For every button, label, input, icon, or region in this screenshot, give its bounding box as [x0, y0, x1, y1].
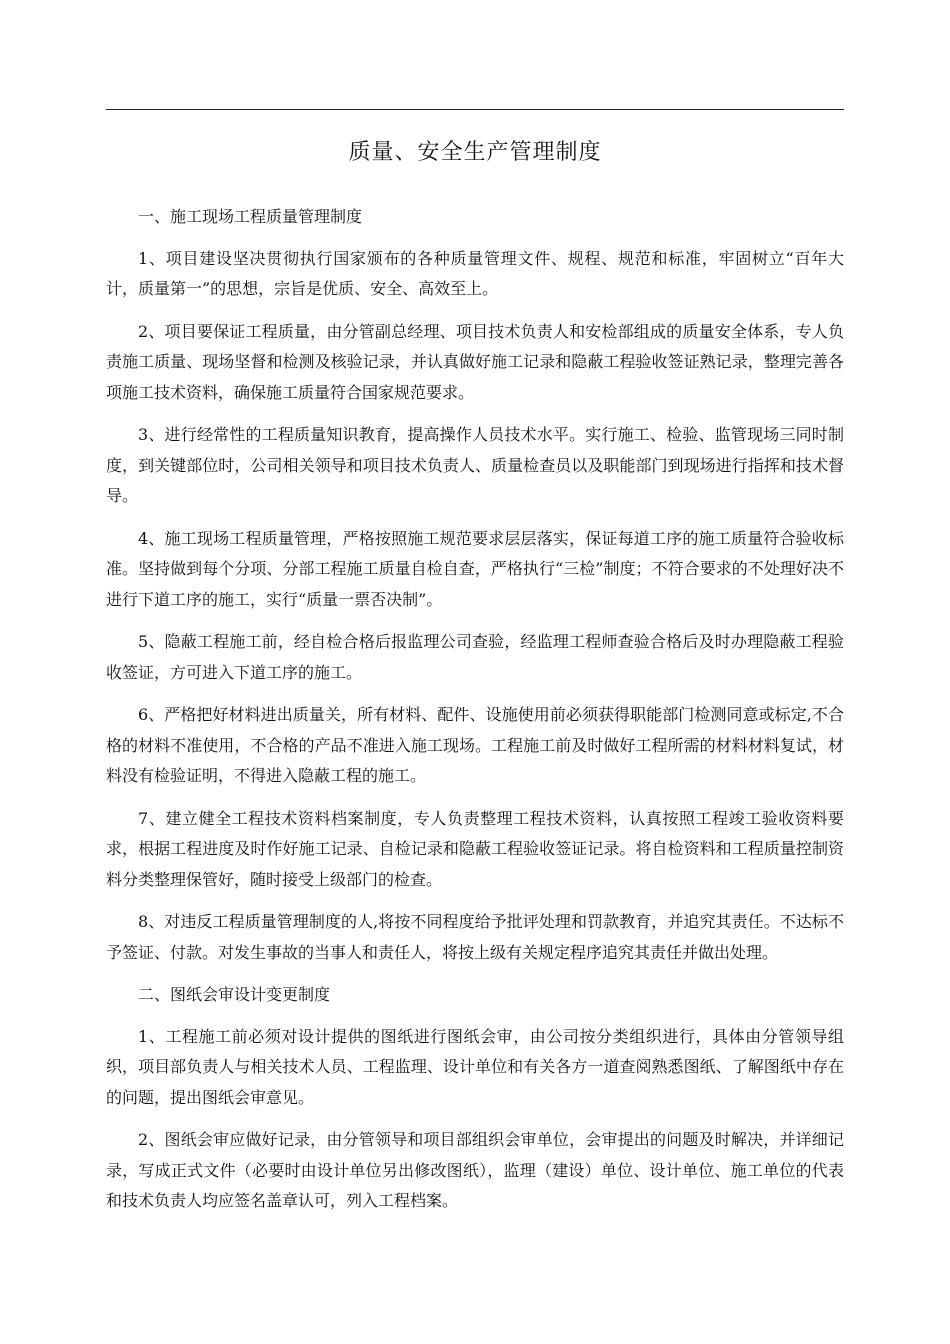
- paragraph: 5、隐蔽工程施工前，经自检合格后报监理公司查验，经监理工程师查验合格后及时办理隐蔽工程验收签证，方可进入下道工序的施工。: [106, 632, 844, 682]
- paragraph: 4、施工现场工程质量管理，严格按照施工规范要求层层落实，保证每道工序的施工质量符合验收标准。坚持做到每个分项、分部工程施工质量自检自查，严格执行“三检”制度；不符合要求的不处理好决不进行下道工序的施工，实行“质量一票否决制”。: [106, 528, 844, 609]
- paragraph: 1、工程施工前必须对设计提供的图纸进行图纸会审，由公司按分类组织进行，具体由分管领导组织，项目部负责人与相关技术人员、工程监理、设计单位和有关各方一道查阅熟悉图纸、了解图纸中存在的问题，提出图纸会审意见。: [106, 1026, 844, 1107]
- section-heading: 一、施工现场工程质量管理制度: [138, 207, 363, 226]
- header-rule: [106, 109, 844, 110]
- section-heading: 二、图纸会审设计变更制度: [138, 985, 331, 1004]
- paragraph: 2、项目要保证工程质量，由分管副总经理、项目技术负责人和安检部组成的质量安全体系，专人负责施工质量、现场坚督和检测及核验记录，并认真做好施工记录和隐蔽工程验收签证熟记录，整理完善各项施工技术资料，确保施工质量符合国家规范要求。: [106, 321, 844, 402]
- document-title: 质量、安全生产管理制度: [348, 140, 602, 165]
- paragraph: 2、图纸会审应做好记录，由分管领导和项目部组织会审单位，会审提出的问题及时解决，并详细记录，写成正式文件（必要时由设计单位另出修改图纸），监理（建设）单位、设计单位、施工单位的代表和技术负责人均应签名盖章认可，列入工程档案。: [106, 1130, 844, 1210]
- paragraph: 7、建立健全工程技术资料档案制度，专人负责整理工程技术资料，认真按照工程竣工验收资料要求，根据工程进度及时作好施工记录、自检记录和隐蔽工程验收签证记录。将自检资料和工程质量控制资料分类整理保管好，随时接受上级部门的检查。: [106, 808, 844, 889]
- paragraph: 8、对违反工程质量管理制度的人,将按不同程度给予批评处理和罚款教育，并追究其责任。不达标不予签证、付款。对发生事故的当事人和责任人，将按上级有关规定程序追究其责任并做出处理。: [106, 912, 844, 962]
- paragraph: 1、项目建设坚决贯彻执行国家颁布的各种质量管理文件、规程、规范和标准，牢固树立“百年大计，质量第一”的思想，宗旨是优质、安全、高效至上。: [106, 248, 844, 298]
- paragraph: 6、严格把好材料进出质量关，所有材料、配件、设施使用前必须获得职能部门检测同意或标定,不合格的材料不准使用，不合格的产品不准进入施工现场。工程施工前及时做好工程所需的材料材料复试，材料没有检验证明，不得进入隐蔽工程的施工。: [106, 705, 844, 785]
- paragraph: 3、进行经常性的工程质量知识教育，提高操作人员技术水平。实行施工、检验、监管现场三同时制度，到关键部位时，公司相关领导和项目技术负责人、质量检查员以及职能部门到现场进行指挥和技术督导。: [106, 425, 844, 505]
- document-body: [106, 202, 844, 1229]
